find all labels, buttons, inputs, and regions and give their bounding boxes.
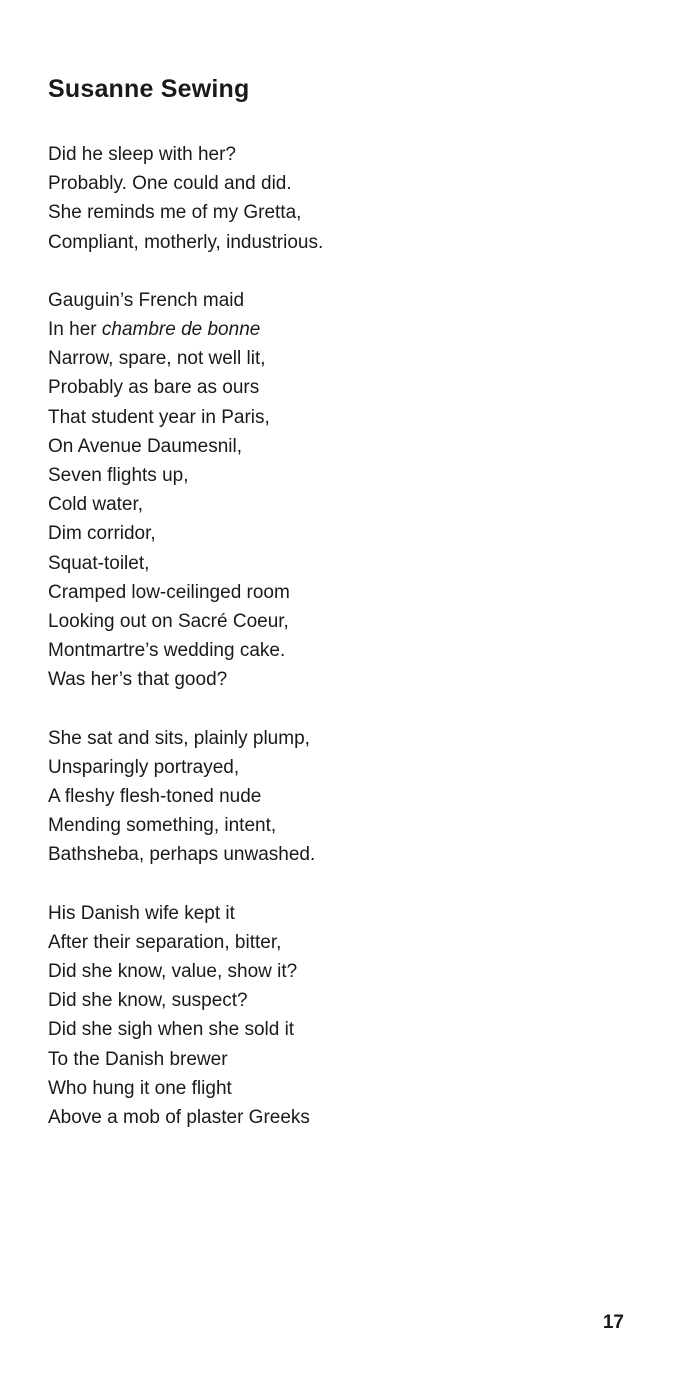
poem-line-with-italic (48, 315, 648, 344)
poem-line-text: In her (48, 319, 97, 341)
poem-line: Cold water, (48, 494, 144, 516)
poem-line: Did he sleep with her? (48, 144, 236, 165)
poem-page (48, 72, 648, 1161)
poem-line: Mending something, intent, (48, 815, 277, 837)
poem-line: Seven flights up, (48, 465, 189, 487)
poem-line: Bathsheba, perhaps unwashed. (48, 844, 316, 866)
poem-line: Who hung it one flight (48, 1077, 232, 1099)
poem-line: Did she know, value, show it? (48, 961, 298, 983)
poem-line: She reminds me of my Gretta, (48, 202, 302, 224)
stanza-2 (48, 286, 648, 695)
poem-line: Looking out on Sacré Coeur, (48, 611, 289, 633)
poem-line: Squat-toilet, (48, 552, 150, 574)
page-number: 17 (602, 1312, 624, 1333)
poem-title: Susanne Sewing (48, 75, 250, 103)
stanza-3 (48, 724, 648, 870)
poem-line: Dim corridor, (48, 523, 156, 545)
poem-line: Probably as bare as ours (48, 377, 260, 399)
poem-line: Did she sigh when she sold it (48, 1019, 295, 1041)
poem-line: Probably. One could and did. (48, 173, 292, 195)
poem-line: Above a mob of plaster Greeks (48, 1107, 310, 1129)
poem-line: Gauguin’s French maid (48, 289, 245, 311)
poem-line: Did she know, suspect? (48, 990, 248, 1012)
poem-line: Compliant, motherly, industrious. (48, 231, 324, 253)
poem-line: Unsparingly portrayed, (48, 756, 240, 778)
poem-line: That student year in Paris, (48, 406, 270, 428)
poem-line: His Danish wife kept it (48, 902, 235, 924)
poem-line: A fleshy flesh-toned nude (48, 786, 262, 808)
poem-line: To the Danish brewer (48, 1048, 228, 1070)
poem-line: She sat and sits, plainly plump, (48, 727, 310, 749)
poem-line: Cramped low-ceilinged room (48, 581, 290, 603)
stanza-4 (48, 899, 648, 1133)
poem-line: On Avenue Daumesnil, (48, 435, 242, 457)
italic-phrase: chambre de bonne (101, 319, 261, 341)
poem-line: Was her’s that good? (48, 669, 228, 691)
poem-line: Montmartre’s wedding cake. (48, 640, 286, 662)
poem-line: Narrow, spare, not well lit, (48, 348, 266, 370)
stanza-1 (48, 140, 648, 257)
poem-line: After their separation, bitter, (48, 931, 282, 953)
